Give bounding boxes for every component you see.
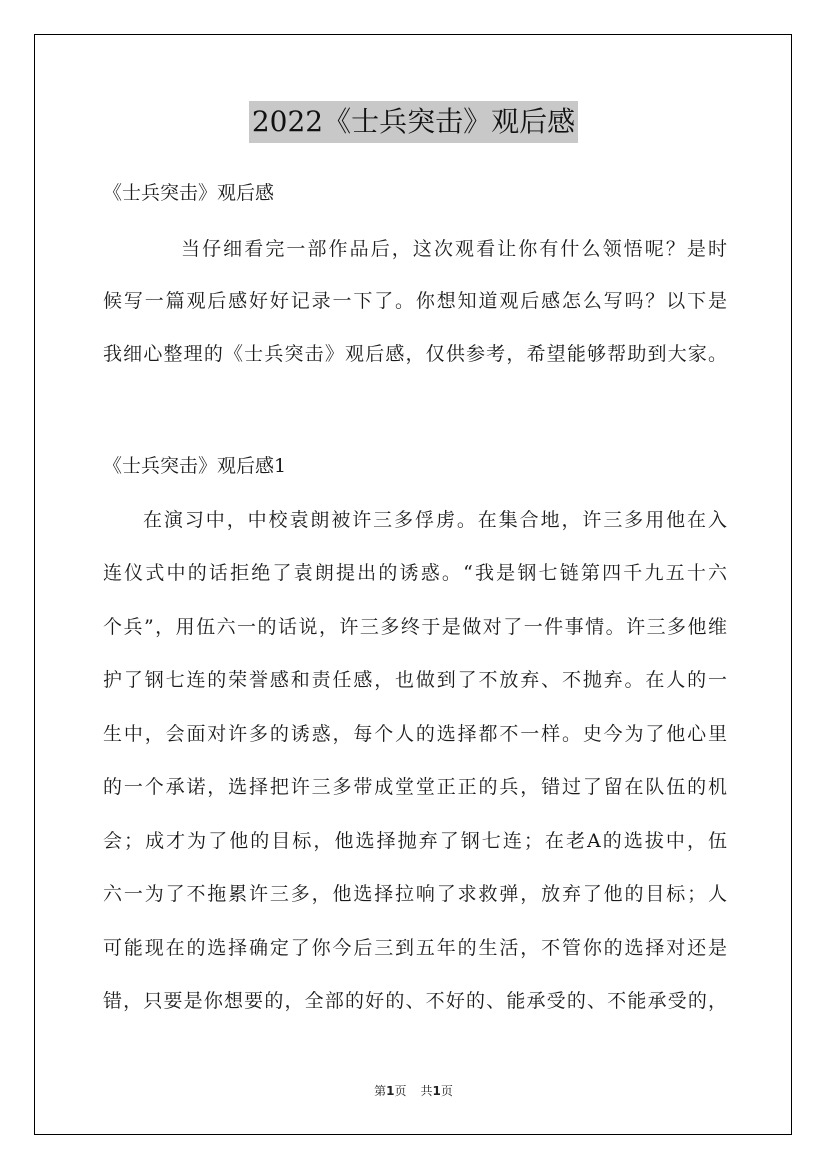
page-footer [0,1083,827,1099]
body-line-8: 六一为了不拖累许三多，他选择拉响了求救弹，放弃了他的目标；人 [103,883,727,905]
body-line-1: 在演习中，中校袁朗被许三多俘虏。在集合地，许三多用他在入 [143,509,727,531]
section-heading: 《士兵突击》观后感1 [103,455,287,477]
body-line-2: 连仪式中的话拒绝了袁朗提出的诱惑。“我是钢七链第四千九五十六 [103,562,727,584]
body-line-9: 可能现在的选择确定了你今后三到五年的生活，不管你的选择对还是 [103,937,727,959]
body-line-4: 护了钢七连的荣誉感和责任感，也做到了不放弃、不抛弃。在人的一 [103,669,727,691]
document-subtitle: 《士兵突击》观后感 [103,182,275,204]
footer-total-suffix: 页 [440,1084,453,1098]
body-line-10: 错，只要是你想要的，全部的好的、不好的、能承受的、不能承受的， [103,990,727,1012]
footer-total-pages: 1 [432,1084,441,1098]
intro-line-2: 候写一篇观后感好好记录一下了。你想知道观后感怎么写吗？以下是 [103,290,727,312]
title-container [0,101,827,143]
body-line-5: 生中，会面对许多的诱惑，每个人的选择都不一样。史今为了他心里 [103,723,727,745]
footer-page-number: 1 [386,1084,395,1098]
body-line-7: 会；成才为了他的目标，他选择抛弃了钢七连；在老A的选拔中，伍 [103,830,727,852]
document-title: 2022《士兵突击》观后感 [249,101,578,143]
footer-total-prefix: 共 [420,1084,433,1098]
body-line-3: 个兵”，用伍六一的话说，许三多终于是做对了一件事情。许三多他维 [103,616,727,638]
intro-line-3: 我细心整理的《士兵突击》观后感，仅供参考，希望能够帮助到大家。 [103,343,727,365]
footer-page-prefix: 第 [374,1084,387,1098]
intro-line-1: 当仔细看完一部作品后，这次观看让你有什么领悟呢？是时 [181,238,727,260]
body-line-6: 的一个承诺，选择把许三多带成堂堂正正的兵，错过了留在队伍的机 [103,776,727,798]
footer-page-suffix: 页 [394,1084,407,1098]
